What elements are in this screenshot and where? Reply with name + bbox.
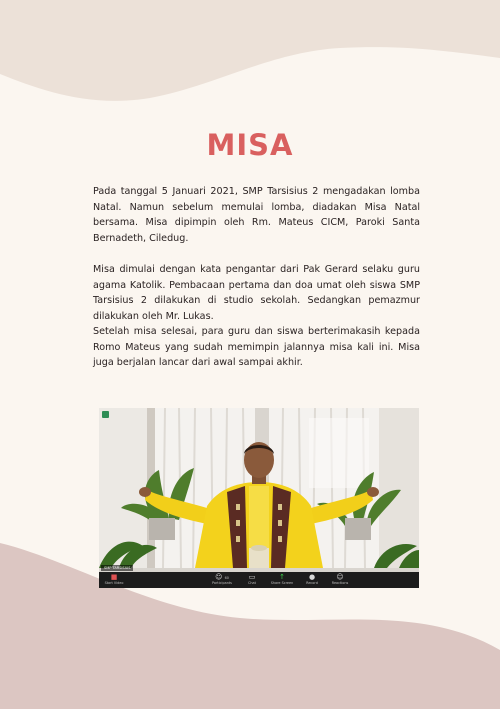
- reactions-button[interactable]: [327, 573, 353, 586]
- mass-screenshot: [99, 408, 419, 588]
- share-screen-button[interactable]: [269, 573, 295, 586]
- chat-icon: ▭: [248, 573, 256, 581]
- paragraph-closing: Setelah misa selesai, para guru dan siswa berterimakasih kepada Romo Mateus yang sudah memimpin jalannya misa kali ini. Misa juga berjalan lancar dari awal sampai akhir.: [93, 326, 420, 369]
- chat-label: Chat: [248, 581, 256, 585]
- priest-video-frame: [99, 408, 419, 588]
- record-label: Record: [306, 581, 318, 585]
- page-title: MISA: [206, 128, 294, 162]
- record-icon: ●: [308, 573, 316, 581]
- top-blob: [0, 0, 500, 101]
- participant-name-tag: SMP TARSISIUS: [101, 565, 133, 571]
- participants-label: Participants: [212, 581, 232, 585]
- start-video-button[interactable]: [101, 573, 127, 586]
- meeting-status-icon: [102, 411, 109, 418]
- paragraph-mass-start: Misa dimulai dengan kata pengantar dari Pak Gerard selaku guru agama Katolik. Pembacaan pertama dan doa umat oleh siswa SMP Tarsisius 2 dilakukan di studio sekolah. Sedangkan pemazmur dilakukan oleh Mr. Lukas.: [93, 264, 420, 323]
- share-screen-icon: ↑: [279, 573, 285, 581]
- participants-count: 60: [224, 576, 229, 580]
- start-video-label: Start Video: [104, 581, 124, 585]
- chat-button[interactable]: [239, 573, 265, 586]
- paragraph-intro: Pada tanggal 5 Januari 2021, SMP Tarsisius 2 mengadakan lomba Natal. Namun sebelum memulai lomba, diadakan Misa Natal bersama. Misa dipimpin oleh Rm. Mateus CICM, Paroki Santa Bernadeth, Ciledug.: [93, 186, 420, 245]
- reactions-label: Reactions: [331, 581, 349, 585]
- participants-button[interactable]: [209, 573, 235, 586]
- record-button[interactable]: [299, 573, 325, 586]
- participants-icon: ☺: [215, 573, 223, 581]
- share-screen-label: Share Screen: [270, 581, 294, 585]
- video-off-icon: ■: [110, 573, 118, 581]
- reactions-icon: ☺: [336, 573, 344, 581]
- meeting-toolbar: [99, 572, 419, 588]
